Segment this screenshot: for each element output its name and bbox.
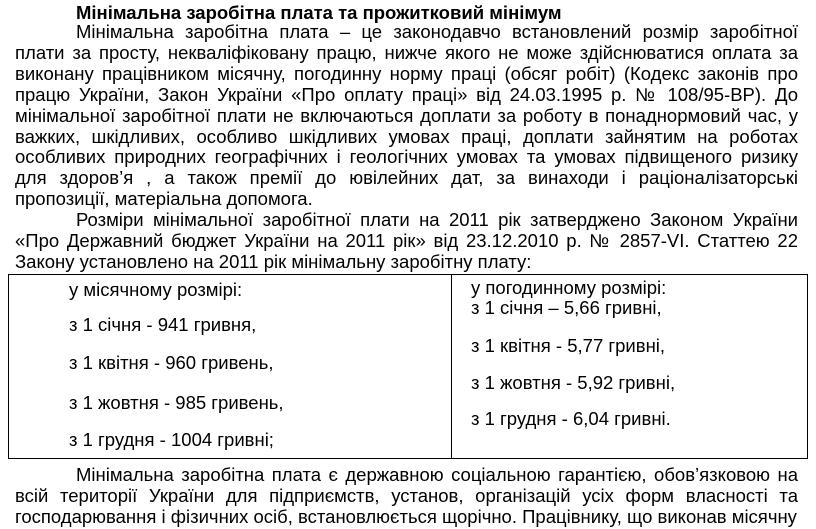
hourly-rate-row: з 1 квітня - 5,77 гривні,: [471, 335, 666, 356]
table-column-divider: [451, 275, 452, 458]
monthly-rate-row: з 1 грудня - 1004 гривні;: [69, 429, 274, 450]
monthly-column-header: у місячному розмірі:: [69, 279, 243, 300]
paragraph-guarantee: Мінімальна заробітна плата є державною соціальною гарантією, обов’язковою на всій території України для підприємств, установ, організацій усіх форм власності та господарювання і фізичних осіб, встановлюється щорічно. Працівнику, що виконав місячну: [15, 464, 798, 527]
monthly-rate-row: з 1 жовтня - 985 гривень,: [69, 392, 284, 413]
monthly-rate-row: з 1 квітня - 960 гривень,: [69, 352, 274, 373]
document-title: Мінімальна заробітна плата та прожитковий мінімум: [76, 2, 562, 23]
hourly-rate-row: з 1 жовтня - 5,92 гривні,: [471, 372, 676, 393]
monthly-rate-row: з 1 січня - 941 гривня,: [69, 314, 257, 335]
hourly-rate-row: з 1 грудня - 6,04 гривні.: [471, 408, 671, 429]
hourly-column-header: у погодинному розмірі:: [471, 277, 667, 298]
paragraph-2011-rates: Розміри мінімальної заробітної плати на 2011 рік затверджено Законом України «Про Державний бюджет України на 2011 рік» від 23.12.2010 р. № 2857-VI. Статтею 22 Закону установлено на 2011 рік мінімальну заробітну плату:: [15, 209, 798, 272]
minimum-wage-table: [8, 274, 808, 459]
paragraph-definition: Мінімальна заробітна плата – це законодавчо встановлений розмір заробітної плати за просту, некваліфіковану працю, нижче якого не може здійснюватися оплата за виконану працівником місячну, погодинну норму праці (обсяг робіт) (Кодекс законів про працю України, Закон України «Про оплату праці» від 24.03.1995 р. № 108/95-ВР). До мінімальної заробітної плати не включаються доплати за роботу в понаднормовий час, у важких, шкідливих, особливо шкідливих умовах праці, доплати зайнятим на роботах особливих природних географічних і геологічних умовах та умовах підвищеного ризику для здоров’я , а також премії до ювілейних дат, за винаходи і раціоналізаторські пропозиції, матеріальна допомога.: [15, 21, 798, 210]
hourly-rate-row: з 1 січня – 5,66 гривні,: [471, 297, 662, 318]
